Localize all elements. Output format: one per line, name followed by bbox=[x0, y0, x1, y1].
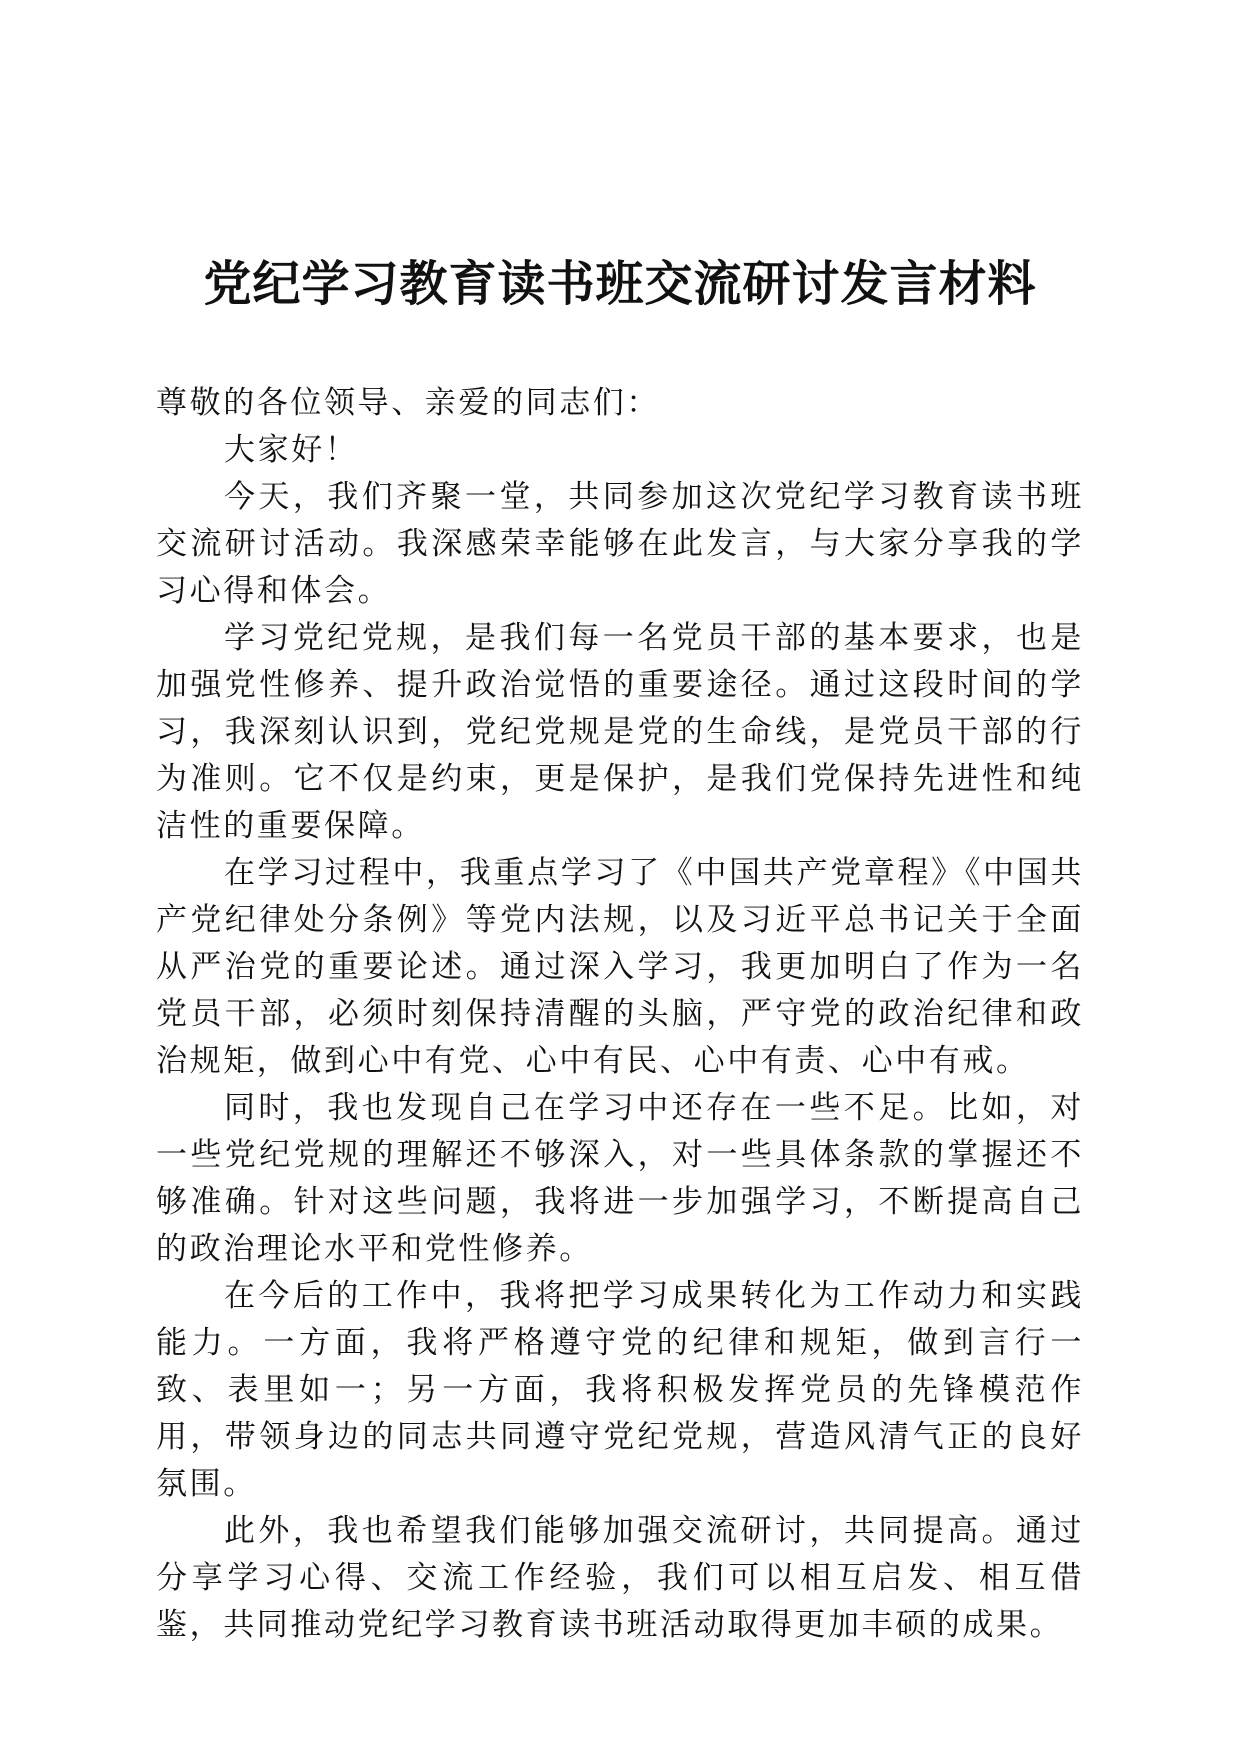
paragraph-4: 同时，我也发现自己在学习中还存在一些不足。比如，对一些党纪党规的理解还不够深入，对一些具体条款的掌握还不够准确。针对这些问题，我将进一步加强学习，不断提高自己的政治理论水平和党性修养。 bbox=[156, 1090, 1084, 1267]
salutation: 尊敬的各位领导、亲爱的同志们： bbox=[156, 385, 660, 421]
document-title: 党纪学习教育读书班交流研讨发言材料 bbox=[203, 256, 1037, 312]
paragraph-1: 今天，我们齐聚一堂，共同参加这次党纪学习教育读书班交流研讨活动。我深感荣幸能够在此发言，与大家分享我的学习心得和体会。 bbox=[156, 479, 1084, 609]
paragraph-3: 在学习过程中，我重点学习了《中国共产党章程》《中国共产党纪律处分条例》等党内法规，以及习近平总书记关于全面从严治党的重要论述。通过深入学习，我更加明白了作为一名党员干部，必须时刻保持清醒的头脑，严守党的政治纪律和政治规矩，做到心中有党、心中有民、心中有责、心中有戒。 bbox=[156, 855, 1084, 1079]
paragraph-2: 学习党纪党规，是我们每一名党员干部的基本要求，也是加强党性修养、提升政治觉悟的重要途径。通过这段时间的学习，我深刻认识到，党纪党规是党的生命线，是党员干部的行为准则。它不仅是约束，更是保护，是我们党保持先进性和纯洁性的重要保障。 bbox=[156, 620, 1084, 844]
document-body bbox=[156, 380, 1084, 1649]
paragraph-5: 在今后的工作中，我将把学习成果转化为工作动力和实践能力。一方面，我将严格遵守党的纪律和规矩，做到言行一致、表里如一；另一方面，我将积极发挥党员的先锋模范作用，带领身边的同志共同遵守党纪党规，营造风清气正的良好氛围。 bbox=[156, 1278, 1084, 1502]
greeting: 大家好！ bbox=[224, 432, 359, 468]
paragraph-6: 此外，我也希望我们能够加强交流研讨，共同提高。通过分享学习心得、交流工作经验，我们可以相互启发、相互借鉴，共同推动党纪学习教育读书班活动取得更加丰硕的成果。 bbox=[156, 1513, 1084, 1643]
